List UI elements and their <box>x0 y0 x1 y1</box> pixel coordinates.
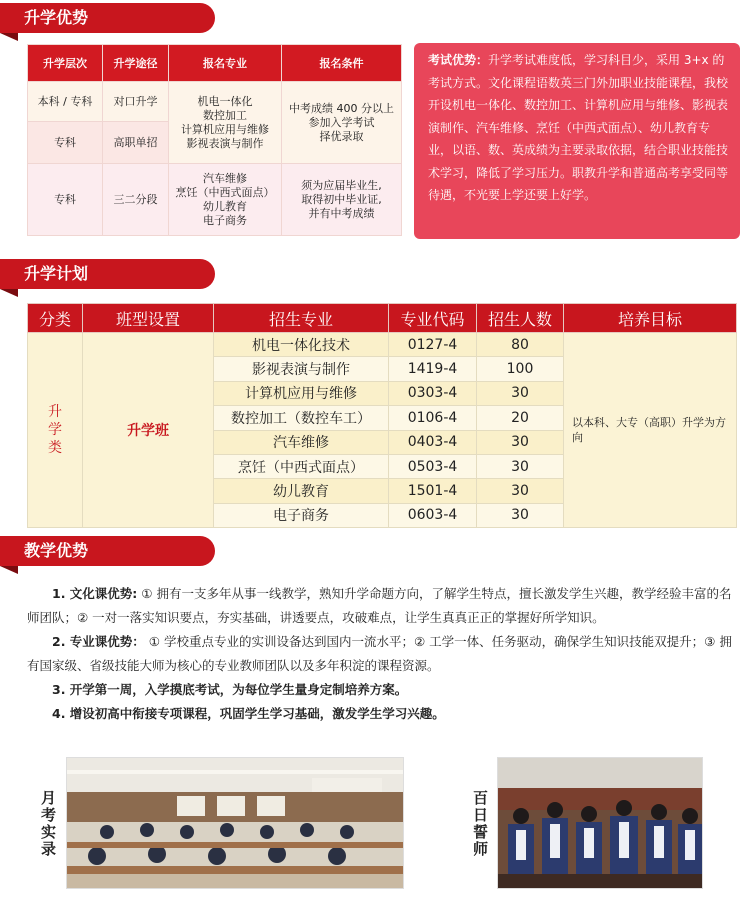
pledge-rally-photo <box>497 757 703 889</box>
exam-advantage-box <box>414 43 740 239</box>
teaching-advantages-text <box>27 582 739 726</box>
count-cell: 30 <box>477 479 564 503</box>
section-header-teaching <box>0 536 215 566</box>
monthly-exam-photo <box>66 757 404 889</box>
category-cell: 升学类 <box>28 333 83 528</box>
condition-cell-2: 须为应届毕业生, 取得初中毕业证, 并有中考成绩 <box>282 164 402 236</box>
table-header: 招生人数 <box>477 304 564 333</box>
table-header: 升学层次 <box>28 45 103 82</box>
paragraph-4: 4. 增设初高中衔接专项课程，巩固学生学习基础，激发学生学习兴趣。 <box>52 706 445 721</box>
code-cell: 0303-4 <box>389 381 477 405</box>
count-cell: 80 <box>477 333 564 357</box>
table-header: 升学途径 <box>103 45 169 82</box>
table-header: 班型设置 <box>83 304 214 333</box>
exam-text: 升学考试难度低，学习科目少，采用 3+x 的考试方式。文化课程语数英三门外加职业技能课程，我校开设机电一体化、数控加工、计算机应用与维修、影视表演制作、汽车维修、烹饪（中西式面点）、幼儿教育专业，以语、数、英成绩为主要录取依据，结合职业技能技术学习，降低了学习压力。职教升学和普通高考享受同等待遇，不光要上学还要上好学。 <box>428 53 729 202</box>
count-cell: 30 <box>477 503 564 527</box>
photo-label-monthly-exam: 月考实录 <box>39 790 57 858</box>
paragraph-3: 3. 开学第一周，入学摸底考试，为每位学生量身定制培养方案。 <box>52 682 408 697</box>
goal-cell: 以本科、大专（高职）升学为方向 <box>564 333 737 528</box>
table-header: 专业代码 <box>389 304 477 333</box>
route-cell: 对口升学 <box>103 82 169 122</box>
enrollment-plan-table <box>27 303 737 528</box>
table-header: 报名条件 <box>282 45 402 82</box>
class-type-cell: 升学班 <box>83 333 214 528</box>
count-cell: 100 <box>477 357 564 381</box>
major-cell: 电子商务 <box>214 503 389 527</box>
section-title: 教学优势 <box>24 541 89 560</box>
major-cell: 幼儿教育 <box>214 479 389 503</box>
table-header: 招生专业 <box>214 304 389 333</box>
level-cell: 专科 <box>28 122 103 164</box>
majors-cell-2: 汽车维修 烹饪（中西式面点） 幼儿教育 电子商务 <box>169 164 282 236</box>
route-cell: 三二分段 <box>103 164 169 236</box>
table-header: 培养目标 <box>564 304 737 333</box>
count-cell: 30 <box>477 430 564 454</box>
level-cell: 本科 / 专科 <box>28 82 103 122</box>
count-cell: 20 <box>477 406 564 430</box>
paragraph-1: 1. 文化课优势: ① 拥有一支多年从事一线教学，熟知升学命题方向，了解学生特点，擅长激发学生兴趣，教学经验丰富的名师团队；② 一对一落实知识要点，夯实基础，讲透要点，攻破难点，让学生真真正正的掌握好所学知识。 <box>27 586 732 625</box>
count-cell: 30 <box>477 454 564 478</box>
condition-cell-1: 中考成绩 400 分以上 参加入学考试 择优录取 <box>282 82 402 164</box>
code-cell: 1419-4 <box>389 357 477 381</box>
level-cell: 专科 <box>28 164 103 236</box>
major-cell: 数控加工（数控车工） <box>214 406 389 430</box>
major-cell: 计算机应用与维修 <box>214 381 389 405</box>
table-header: 分类 <box>28 304 83 333</box>
exam-label: 考试优势： <box>428 53 489 67</box>
code-cell: 0127-4 <box>389 333 477 357</box>
code-cell: 0403-4 <box>389 430 477 454</box>
code-cell: 0503-4 <box>389 454 477 478</box>
section-title: 升学优势 <box>24 8 89 27</box>
count-cell: 30 <box>477 381 564 405</box>
photo-label-pledge: 百日誓师 <box>471 790 489 858</box>
code-cell: 0106-4 <box>389 406 477 430</box>
code-cell: 1501-4 <box>389 479 477 503</box>
paragraph-2: 2. 专业课优势： ① 学校重点专业的实训设备达到国内一流水平；② 工学一体、任务驱动，确保学生知识技能双提升；③ 拥有国家级、省级技能大师为核心的专业教师团队以及多年积淀的课程资源。 <box>27 634 732 673</box>
major-cell: 汽车维修 <box>214 430 389 454</box>
table-header: 报名专业 <box>169 45 282 82</box>
section-title: 升学计划 <box>24 264 89 283</box>
advancement-table <box>27 44 402 236</box>
major-cell: 机电一体化技术 <box>214 333 389 357</box>
section-header-advantages <box>0 3 215 33</box>
route-cell: 高职单招 <box>103 122 169 164</box>
major-cell: 烹饪（中西式面点） <box>214 454 389 478</box>
code-cell: 0603-4 <box>389 503 477 527</box>
section-header-plan <box>0 259 215 289</box>
majors-cell-1: 机电一体化 数控加工 计算机应用与维修 影视表演与制作 <box>169 82 282 164</box>
major-cell: 影视表演与制作 <box>214 357 389 381</box>
